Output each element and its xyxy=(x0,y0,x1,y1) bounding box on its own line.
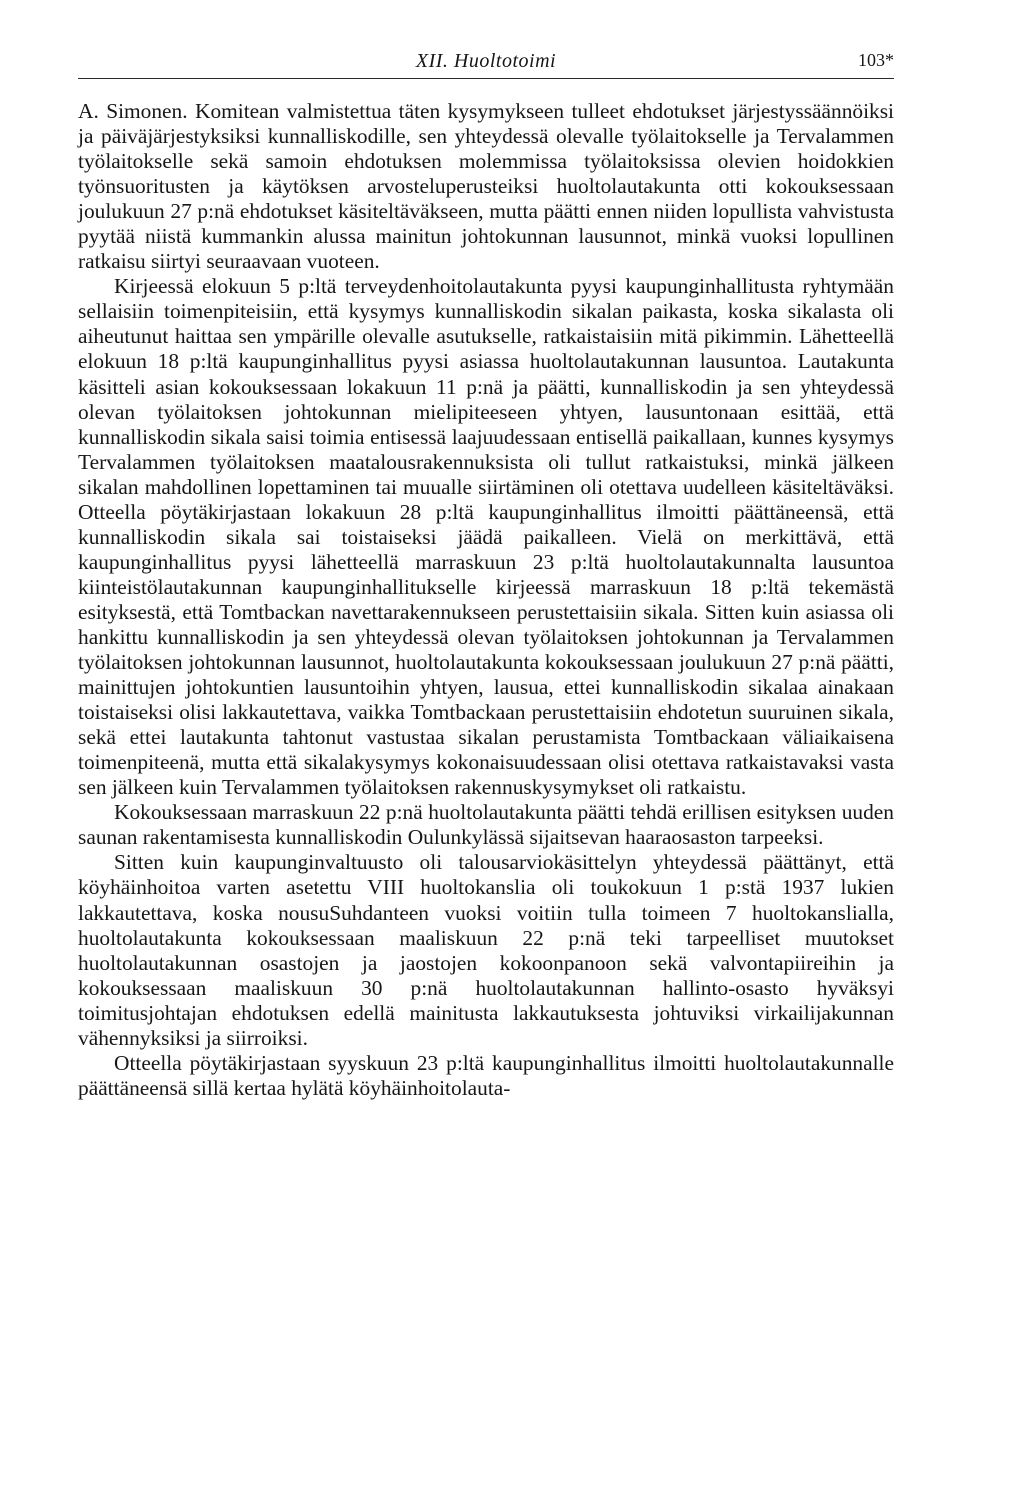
document-page xyxy=(78,50,894,1101)
running-title: XII. Huoltotoimi xyxy=(415,50,557,72)
body-text xyxy=(78,99,894,1101)
paragraph: Kirjeessä elokuun 5 p:ltä terveydenhoitolautakunta pyysi kaupunginhallitusta ryhtymään sellaisiin toimenpiteisiin, että kysymys kunnalliskodin sikalan paikasta, koska sikalasta oli aiheutunut haittaa sen ympärille olevalle asutukselle, ratkaistaisiin mitä pikimmin. Lähetteellä elokuun 18 p:ltä kaupunginhallitus pyysi asiassa huoltolautakunnan lausuntoa. Lautakunta käsitteli asian kokouksessaan lokakuun 11 p:nä ja päätti, kunnalliskodin ja sen yhteydessä olevan työlaitoksen johtokunnan mielipiteeseen yhtyen, lausuntonaan esittää, että kunnalliskodin sikala saisi toimia entisessä laajuudessaan entisellä paikallaan, kunnes kysymys Tervalammen työlaitoksen maatalousrakennuksista oli tullut ratkaistuksi, minkä jälkeen sikalan mahdollinen lopettaminen tai muualle siirtäminen oli otettava uudelleen käsiteltäväksi. Otteella pöytäkirjastaan lokakuun 28 p:ltä kaupunginhallitus ilmoitti päättäneensä, että kunnalliskodin sikala sai toistaiseksi jäädä paikalleen. Vielä on merkittävä, että kaupunginhallitus pyysi lähetteellä marraskuun 23 p:ltä huoltolautakunnalta lausuntoa kiinteistölautakunnan kaupunginhallitukselle kirjeessä marraskuun 18 p:ltä tekemästä esityksestä, että Tomtbackan navettarakennukseen perustettaisiin sikala. Sitten kuin asiassa oli hankittu kunnalliskodin ja sen yhteydessä olevan työlaitoksen johtokunnan ja Tervalammen työlaitoksen johtokunnan lausunnot, huoltolautakunta kokouksessaan joulukuun 27 p:nä päätti, mainittujen johtokuntien lausuntoihin yhtyen, lausua, ettei kunnalliskodin sikalaa ainakaan toistaiseksi olisi lakkautettava, vaikka Tomtbackaan perustettaisiin ehdotetun suuruinen sikala, sekä ettei lautakunta tahtonut vastustaa sikalan perustamista Tomtbackaan väliaikaisena toimenpiteenä, mutta että sikalakysymys kokonaisuudessaan olisi otettava ratkaistavaksi vasta sen jälkeen kuin Tervalammen työlaitoksen rakennuskysymykset oli ratkaistu. xyxy=(78,274,894,800)
paragraph: Otteella pöytäkirjastaan syyskuun 23 p:ltä kaupunginhallitus ilmoitti huoltolautakunnalle päättäneensä sillä kertaa hylätä köyhäinhoitolauta- xyxy=(78,1050,894,1100)
paragraph: Kokouksessaan marraskuun 22 p:nä huoltolautakunta päätti tehdä erillisen esityksen uuden saunan rakentamisesta kunnalliskodin Oulunkylässä sijaitsevan haaraosaston tarpeeksi. xyxy=(78,800,894,850)
paragraph: Sitten kuin kaupunginvaltuusto oli talousarviokäsittelyn yhteydessä päättänyt, että köyhäinhoitoa varten asetettu VIII huoltokanslia oli toukokuun 1 p:stä 1937 lukien lakkautettava, koska nousuSuhdanteen vuoksi voitiin tulla toimeen 7 huoltokanslialla, huoltolautakunta kokouksessaan maaliskuun 22 p:nä teki tarpeelliset muutokset huoltolautakunnan osastojen ja jaostojen kokoonpanoon sekä valvontapiireihin ja kokouksessaan maaliskuun 30 p:nä huoltolautakunnan hallinto-osasto hyväksyi toimitusjohtajan ehdotuksen edellä mainitusta lakkautuksesta johtuviksi virkailijakunnan vähennyksiksi ja siirroiksi. xyxy=(78,850,894,1050)
paragraph: A. Simonen. Komitean valmistettua täten kysymykseen tulleet ehdotukset järjestyssäännöiksi ja päiväjärjestyksiksi kunnalliskodille, sen yhteydessä olevalle työlaitokselle ja Tervalammen työlaitokselle sekä samoin ehdotuksen molemmissa työlaitoksissa olevien hoidokkien työnsuoritusten ja käytöksen arvosteluperusteiksi huoltolautakunta otti kokouksessaan joulukuun 27 p:nä ehdotukset käsiteltäväkseen, mutta päätti ennen niiden lopullista vahvistusta pyytää niistä kummankin alussa mainitun johtokunnan lausunnot, minkä vuoksi lopullinen ratkaisu siirtyi seuraavaan vuoteen. xyxy=(78,99,894,274)
running-header xyxy=(78,50,894,79)
page-number: 103* xyxy=(858,50,894,70)
